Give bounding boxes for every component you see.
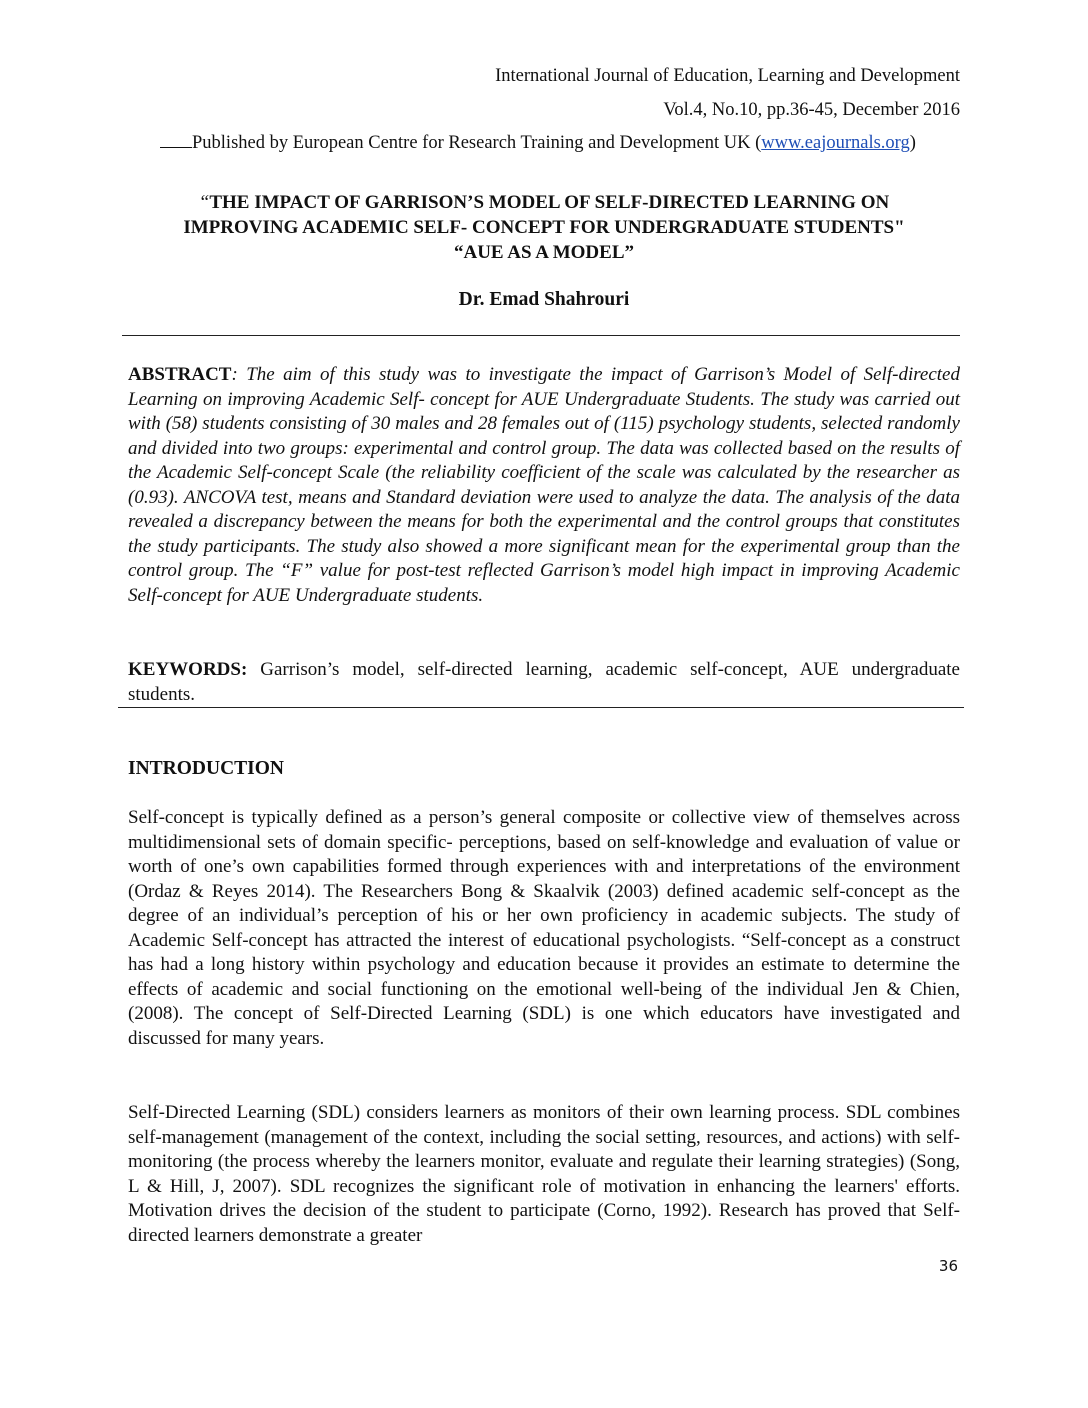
publisher-text: Published by European Centre for Research Training and Development UK (: [192, 133, 762, 153]
introduction-heading: INTRODUCTION: [128, 758, 285, 779]
keywords: [128, 658, 960, 707]
publisher-line: [160, 131, 916, 155]
introduction-paragraph-1: Self-concept is typically defined as a person’s general composite or collective view of themselves across multidimensional sets of domain specific- perceptions, based on self-knowledge and evaluation of value or worth of one’s own capabilities formed through experiences with and interpretations of the environment (Ordaz & Reyes 2014). The Researchers Bong & Skaalvik (2003) defined academic self-concept as the degree of an individual’s perception of his or her own proficiency in academic subjects. The study of Academic Self-concept has attracted the interest of educational psychologists. “Self-concept as a construct has had a long history within psychology and education because it provides an estimate to determine the effects of academic and social functioning on the emotional well-being of the individual Jen & Chien, (2008). The concept of Self-Directed Learning (SDL) is one which educators have investigated and discussed for many years.: [128, 807, 960, 1049]
abstract-label: ABSTRACT: [128, 364, 232, 385]
paper-title: [128, 190, 960, 265]
title-open-quote: “: [198, 192, 210, 213]
author-name: Dr. Emad Shahrouri: [458, 289, 630, 310]
introduction-paragraph-2: Self-Directed Learning (SDL) considers learners as monitors of their own learning process. SDL combines self-management (management of the context, including the social setting, resources, and actions) with self-monitoring (the process whereby the learners monitor, evaluate and regulate their learning strategies) (Song, L & Hill, J, 2007). SDL recognizes the significant role of motivation in enhancing the learners' efforts. Motivation drives the decision of the student to participate (Corno, 1992). Research has proved that Self-directed learners demonstrate a greater: [128, 1102, 960, 1246]
publisher-close-paren: ): [909, 133, 916, 153]
divider-bottom: [118, 707, 964, 708]
journal-name: International Journal of Education, Learning and Development: [495, 66, 960, 86]
title-line-1: [128, 190, 960, 215]
leader-underline: [160, 133, 192, 148]
journal-website-link[interactable]: www.eajournals.org: [761, 133, 910, 153]
abstract: [128, 363, 960, 608]
title-line-2: IMPROVING ACADEMIC SELF- CONCEPT FOR UNDERGRADUATE STUDENTS": [183, 217, 905, 238]
divider-top: [122, 335, 960, 336]
page-number: 36: [938, 1257, 958, 1275]
keywords-text: Garrison’s model, self-directed learning, academic self-concept, AUE undergraduate students.: [128, 659, 960, 705]
title-line-3: “AUE AS A MODEL”: [453, 242, 634, 263]
keywords-label: KEYWORDS:: [128, 659, 248, 680]
abstract-text: The aim of this study was to investigate the impact of Garrison’s Model of Self-directed Learning on improving Academic Self- concept for AUE Undergraduate Students. The study was carried out with (58) students consisting of 30 males and 28 females out of (115) psychology students, selected randomly and divided into two groups: experimental and control group. The data was collected based on the results of the Academic Self-concept Scale (the reliability coefficient of the scale was calculated by the researcher as (0.93). ANCOVA test, means and Standard deviation were used to analyze the data. The analysis of the data revealed a discrepancy between the means for both the experimental and the control groups that constitutes the study participants. The study also showed a more significant mean for the experimental group than the control group. The “F” value for post-test reflected Garrison’s model high impact in improving Academic Self-concept for AUE Undergraduate students.: [128, 364, 960, 606]
abstract-colon: :: [231, 364, 238, 385]
title-line-1-text: THE IMPACT OF GARRISON’S MODEL OF SELF-DIRECTED LEARNING ON: [209, 192, 890, 213]
journal-volume: Vol.4, No.10, pp.36-45, December 2016: [663, 100, 960, 120]
